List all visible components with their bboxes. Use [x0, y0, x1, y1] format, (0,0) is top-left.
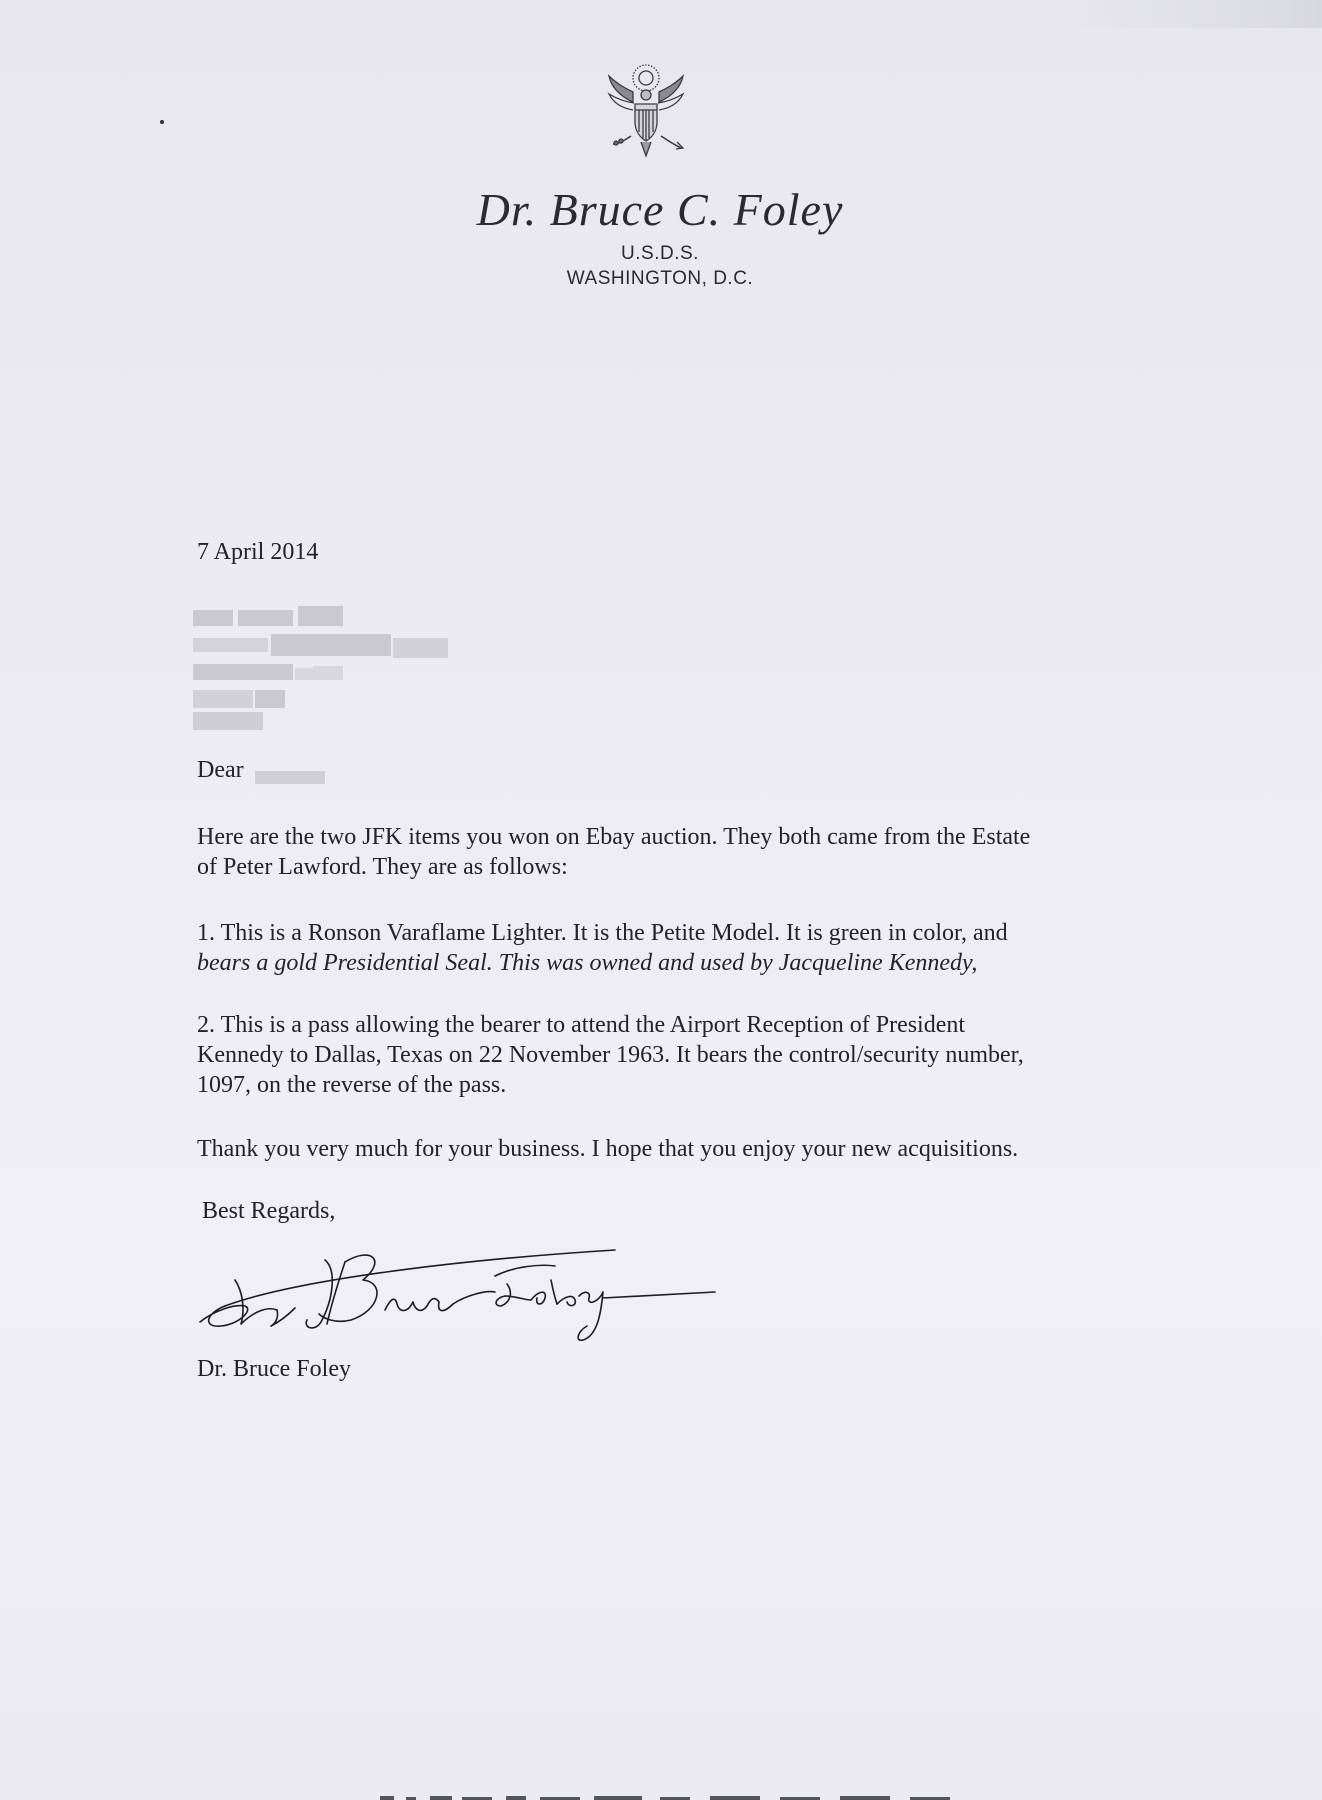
paragraph-intro-line-1: Here are the two JFK items you won on Ebay auction. They both came from the Estate [197, 824, 1031, 850]
paper-speck [160, 120, 164, 124]
redacted-address-block [193, 598, 448, 733]
letter-date: 7 April 2014 [197, 539, 319, 565]
letterhead-agency: U.S.D.S. [621, 243, 699, 264]
letterhead-name: Dr. Bruce C. Foley [476, 184, 844, 235]
paper-edge-shadow [1062, 0, 1322, 28]
paragraph-item-1-line-1: 1. This is a Ronson Varaflame Lighter. It is the Petite Model. It is green in color, and [197, 920, 1008, 946]
paragraph-intro [197, 822, 1030, 882]
great-seal-eagle-icon [603, 62, 689, 162]
letterhead-city: WASHINGTON, D.C. [566, 268, 754, 289]
handwritten-signature [195, 1240, 815, 1350]
paragraph-intro-line-2: of Peter Lawford. They are as follows: [197, 854, 568, 880]
paragraph-item-2-line-2: Kennedy to Dallas, Texas on 22 November 1963. It bears the control/security number, [197, 1042, 1024, 1068]
salutation: Dear [197, 757, 244, 783]
paragraph-item-2-line-3: 1097, on the reverse of the pass. [197, 1072, 507, 1098]
signer-name: Dr. Bruce Foley [197, 1356, 351, 1382]
paragraph-item-2-line-1: 2. This is a pass allowing the bearer to attend the Airport Reception of President [197, 1012, 966, 1038]
paragraph-thanks: Thank you very much for your business. I hope that you enjoy your new acquisitions. [197, 1136, 1019, 1162]
redacted-recipient-name [255, 771, 325, 784]
paragraph-item-2 [197, 1010, 1024, 1100]
footer-address-cutoff [380, 1792, 960, 1800]
closing: Best Regards, [202, 1198, 336, 1224]
paragraph-item-1 [197, 918, 1008, 978]
paragraph-item-1-line-2: bears a gold Presidential Seal. This was owned and used by Jacqueline Kennedy, [197, 950, 978, 976]
